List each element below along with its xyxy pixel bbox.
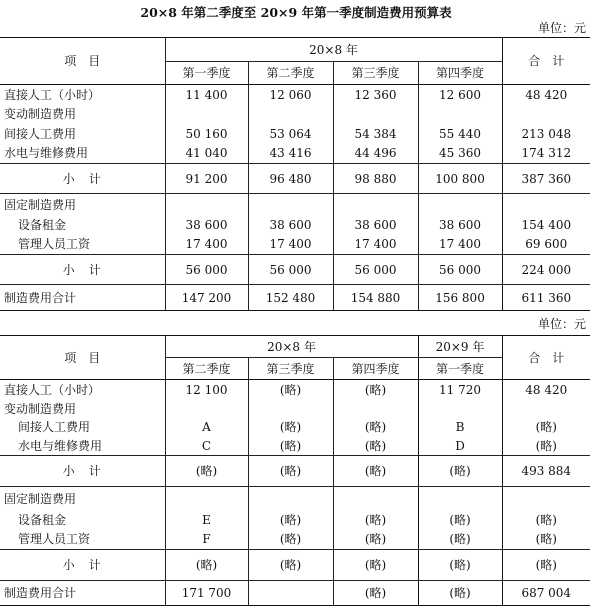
cell-value: 156 800	[418, 285, 502, 311]
cell-value: 12 360	[333, 85, 418, 105]
table-row	[0, 285, 590, 311]
row-label: 设备租金	[18, 513, 67, 527]
cell-value: 100 800	[418, 164, 502, 194]
cell-value: (略)	[333, 456, 418, 487]
cell-total: 687 004	[502, 581, 590, 606]
header-total: 合 计	[502, 336, 590, 380]
cell-value	[418, 194, 502, 216]
row-label: 变动制造费用	[4, 107, 77, 121]
header-total: 合 计	[502, 38, 590, 85]
cell-value: 41 040	[165, 144, 248, 164]
row-label: 间接人工费用	[18, 420, 91, 434]
header-year: 20×8 年	[165, 336, 418, 358]
cell-value: (略)	[165, 456, 248, 487]
cell-value: 56 000	[165, 255, 248, 285]
cell-total: (略)	[502, 511, 590, 530]
cell-total: 154 400	[502, 216, 590, 235]
cell-value: (略)	[418, 550, 502, 581]
page-title: 20×8 年第二季度至 20×9 年第一季度制造费用预算表	[140, 5, 452, 20]
cell-value: 12 060	[248, 85, 333, 105]
cell-value	[333, 400, 418, 418]
cell-value: (略)	[248, 380, 333, 400]
header-quarter: 第二季度	[248, 62, 333, 85]
cell-value: 45 360	[418, 144, 502, 164]
cell-value	[418, 400, 502, 418]
cell-value: 147 200	[165, 285, 248, 311]
cell-value: (略)	[248, 511, 333, 530]
cell-value: B	[418, 418, 502, 437]
cell-value	[248, 487, 333, 511]
table1-unit: 单位：元	[537, 21, 586, 35]
cell-value: 43 416	[248, 144, 333, 164]
cell-value: (略)	[333, 418, 418, 437]
row-label: 制造费用合计	[0, 285, 165, 311]
cell-value	[333, 194, 418, 216]
cell-total: (略)	[502, 530, 590, 550]
header-quarter: 第二季度	[165, 358, 248, 380]
table-row	[0, 456, 590, 487]
cell-value: (略)	[418, 581, 502, 606]
cell-value: 154 880	[333, 285, 418, 311]
cell-value	[165, 487, 248, 511]
cell-value: 38 600	[165, 216, 248, 235]
cell-total	[502, 400, 590, 418]
table-row	[0, 255, 590, 285]
row-label: 管理人员工资	[18, 237, 91, 252]
cell-value: 17 400	[165, 235, 248, 255]
cell-value	[248, 581, 333, 606]
cell-value: C	[165, 437, 248, 456]
table2-unit: 单位：元	[537, 317, 586, 331]
cell-value: (略)	[248, 550, 333, 581]
row-label: 制造费用合计	[0, 581, 165, 606]
row-label: 小 计	[0, 164, 165, 194]
cell-total: 387 360	[502, 164, 590, 194]
table-row	[0, 437, 590, 456]
cell-value	[248, 105, 333, 124]
row-label: 水电与维修费用	[4, 146, 89, 161]
row-label: 固定制造费用	[0, 487, 165, 511]
cell-value: 38 600	[333, 216, 418, 235]
header-quarter: 第三季度	[248, 358, 333, 380]
cell-total: 174 312	[502, 144, 590, 164]
cell-value: 56 000	[248, 255, 333, 285]
cell-value: (略)	[248, 418, 333, 437]
row-label: 变动制造费用	[4, 401, 77, 416]
cell-value: 152 480	[248, 285, 333, 311]
cell-value: (略)	[248, 530, 333, 550]
cell-value	[165, 194, 248, 216]
cell-value: 11 720	[418, 380, 502, 400]
cell-value: (略)	[248, 456, 333, 487]
cell-value	[165, 105, 248, 124]
cell-total: 213 048	[502, 124, 590, 144]
cell-value: 56 000	[418, 255, 502, 285]
cell-value: 55 440	[418, 124, 502, 144]
cell-value: 38 600	[418, 216, 502, 235]
cell-total: 224 000	[502, 255, 590, 285]
header-quarter: 第四季度	[333, 358, 418, 380]
cell-value: (略)	[248, 437, 333, 456]
table-row	[0, 511, 590, 530]
cell-value: 171 700	[165, 581, 248, 606]
budget-table-2018	[0, 37, 590, 311]
table-row	[0, 530, 590, 550]
header-item: 项 目	[64, 350, 101, 365]
cell-value: (略)	[333, 530, 418, 550]
cell-value: 12 100	[165, 380, 248, 400]
header-quarter: 第一季度	[418, 358, 502, 380]
row-label: 直接人工（小时）	[0, 85, 165, 105]
header-quarter: 第三季度	[333, 62, 418, 85]
row-label: 小 计	[0, 456, 165, 487]
cell-value: 17 400	[418, 235, 502, 255]
header-quarter: 第一季度	[165, 62, 248, 85]
row-label: 管理人员工资	[18, 532, 91, 547]
cell-value: 96 480	[248, 164, 333, 194]
cell-value: D	[418, 437, 502, 456]
header-year: 20×8 年	[165, 38, 502, 62]
header-year: 20×9 年	[418, 336, 502, 358]
cell-total	[502, 194, 590, 216]
cell-value: (略)	[418, 530, 502, 550]
table-row	[0, 487, 590, 511]
cell-value: (略)	[333, 380, 418, 400]
cell-total	[502, 487, 590, 511]
table-row	[0, 194, 590, 216]
cell-value: 98 880	[333, 164, 418, 194]
table-row	[0, 581, 590, 606]
cell-value: F	[165, 530, 248, 550]
cell-value: 56 000	[333, 255, 418, 285]
cell-value: 54 384	[333, 124, 418, 144]
header-item: 项 目	[64, 54, 101, 68]
cell-value: A	[165, 418, 248, 437]
cell-value: E	[165, 511, 248, 530]
cell-value: (略)	[333, 550, 418, 581]
row-label: 小 计	[0, 255, 165, 285]
cell-value	[165, 400, 248, 418]
table-row	[0, 164, 590, 194]
cell-value: 17 400	[333, 235, 418, 255]
cell-value: 38 600	[248, 216, 333, 235]
cell-total: 48 420	[502, 380, 590, 400]
cell-value: 11 400	[165, 85, 248, 105]
row-label: 设备租金	[18, 218, 67, 232]
row-label: 间接人工费用	[4, 126, 77, 141]
row-label: 固定制造费用	[0, 194, 165, 216]
cell-value	[248, 194, 333, 216]
row-label: 水电与维修费用	[18, 438, 103, 453]
cell-total	[502, 105, 590, 124]
cell-value	[333, 487, 418, 511]
cell-total: 48 420	[502, 85, 590, 105]
cell-value: 53 064	[248, 124, 333, 144]
cell-value: 50 160	[165, 124, 248, 144]
table-row	[0, 235, 590, 255]
cell-value	[248, 400, 333, 418]
table-row	[0, 216, 590, 235]
cell-value: (略)	[333, 581, 418, 606]
table-row	[0, 550, 590, 581]
table-row	[0, 105, 590, 124]
header-quarter: 第四季度	[418, 62, 502, 85]
cell-value: (略)	[333, 511, 418, 530]
table-row	[0, 124, 590, 144]
cell-value: (略)	[418, 456, 502, 487]
cell-total: (略)	[502, 418, 590, 437]
cell-value: (略)	[165, 550, 248, 581]
cell-total: 493 884	[502, 456, 590, 487]
table-row	[0, 144, 590, 164]
table-row	[0, 400, 590, 418]
cell-total: 611 360	[502, 285, 590, 311]
cell-total: (略)	[502, 550, 590, 581]
row-label: 小 计	[0, 550, 165, 581]
table-row	[0, 418, 590, 437]
cell-value: 17 400	[248, 235, 333, 255]
budget-table-rolling	[0, 335, 590, 606]
cell-value: (略)	[418, 511, 502, 530]
table-row	[0, 380, 590, 400]
row-label: 直接人工（小时）	[0, 380, 165, 400]
cell-total: (略)	[502, 437, 590, 456]
cell-value: 44 496	[333, 144, 418, 164]
table-row	[0, 85, 590, 105]
cell-value: 12 600	[418, 85, 502, 105]
cell-value	[333, 105, 418, 124]
cell-value	[418, 105, 502, 124]
cell-value: 91 200	[165, 164, 248, 194]
cell-value	[418, 487, 502, 511]
cell-value: (略)	[333, 437, 418, 456]
cell-total: 69 600	[502, 235, 590, 255]
